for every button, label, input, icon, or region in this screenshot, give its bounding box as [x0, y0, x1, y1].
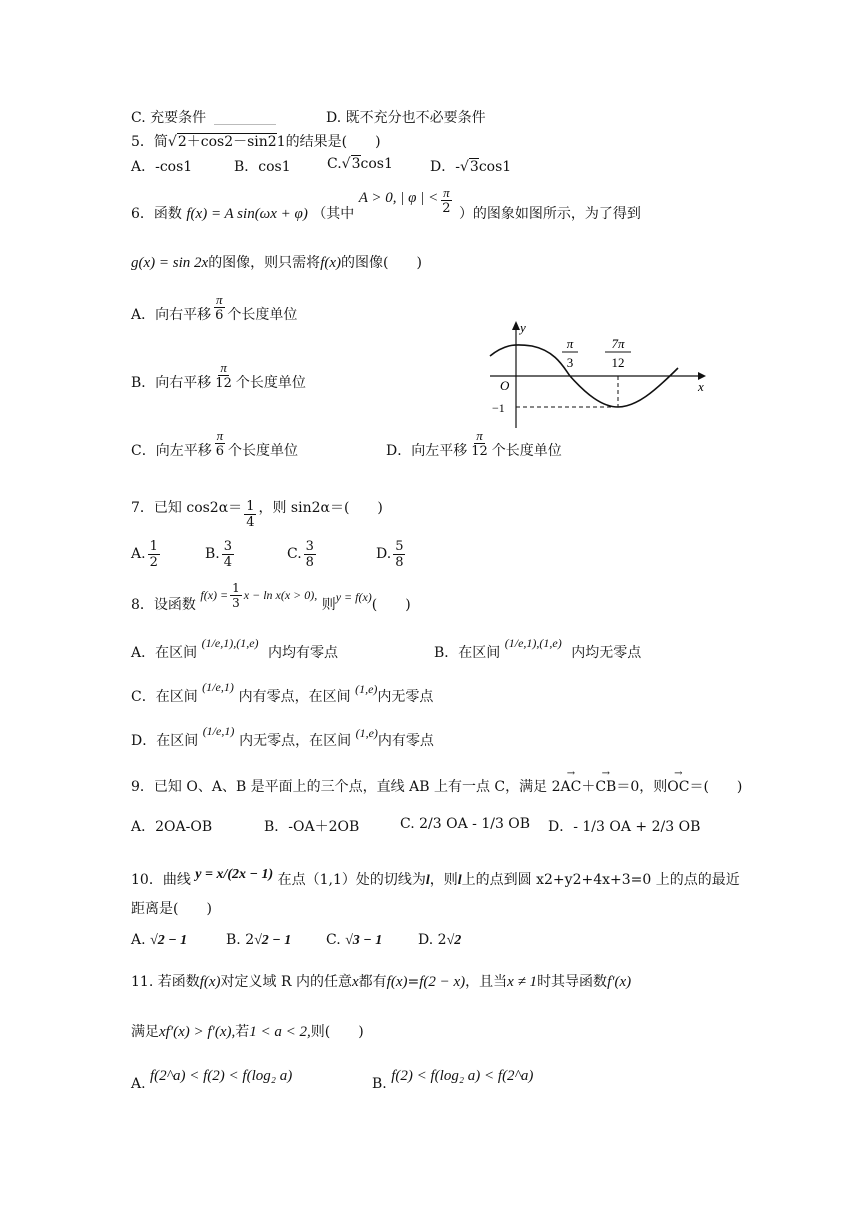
- q6-option-c: C．向左平移 $\frac{\pi}{6}$ 个长度单位: [131, 427, 298, 459]
- q11-stem: 11. 若函数f(x)对定义域 R 内的任意x都有f(x)=f(2 − x)，且当x ≠ 1时其导函数f′(x): [131, 974, 632, 990]
- interval: (1/e,1): [202, 724, 235, 738]
- q6-stem: 6．函数 f(x) = A sin(ωx + φ) （其中 A > 0, | φ | < $\frac{\pi}{2}$ ）的图象如图所示，为了得到: [131, 184, 641, 222]
- q9-option-b: B．-OA＋2OB: [264, 819, 360, 835]
- x-axis-label: x: [698, 379, 704, 394]
- tick-pi-3-den: 3: [566, 355, 574, 370]
- q6-option-d: D．向左平移 $\frac{\pi}{12}$ 个长度单位: [386, 427, 562, 459]
- q7-option-c: C. $\frac{3}{8}$: [287, 538, 314, 570]
- interval: (1,e): [355, 726, 378, 740]
- q10-stem: 10．曲线 y = x/(2x − 1) 在点（1,1）处的切线为l，则l上的点到圆 x2+y2+4x+3=0 上的点的最近: [131, 867, 740, 888]
- q5-option-b: B．cos1: [234, 159, 291, 175]
- q5-option-d: D．-√3cos1: [430, 159, 512, 175]
- q9-stem: 9．已知 O、A、B 是平面上的三个点，直线 AB 上有一点 C，满足 2→ AC＋→ CB＝0，则→ OC＝( ): [131, 776, 742, 796]
- q11-stem-line2: 满足xf′(x) > f′(x),若1 < a < 2,则( ): [131, 1024, 364, 1040]
- q9-option-d: D．- 1/3 OA + 2/3 OB: [548, 819, 701, 835]
- q6-option-b: B．向右平移 $\frac{\pi}{12}$ 个长度单位: [131, 359, 306, 391]
- q5-option-a: A．-cos1: [131, 159, 193, 175]
- interval: (1/e,1): [202, 680, 234, 694]
- tick-7pi-12-den: 12: [611, 355, 625, 370]
- q7-option-a: A. $\frac{1}{2}$: [131, 538, 158, 570]
- origin-label: O: [500, 378, 510, 393]
- q11-option-a: A. f(2^a) < f(2) < f(log₂ a): [131, 1068, 293, 1092]
- q7-stem: 7．已知 cos2α＝ $\frac{1}{4}$ ，则 sin2α＝( ): [131, 498, 383, 530]
- q11-option-b: B. f(2) < f(log₂ a) < f(2^a): [372, 1068, 534, 1092]
- q6-stem-line2: g(x) = sin 2x的图像，则只需将f(x)的图像( ): [131, 255, 422, 271]
- q6-option-a: A．向右平移 $\frac{\pi}{6}$ 个长度单位: [131, 291, 298, 323]
- q6-sine-graph: [486, 316, 708, 434]
- tick-7pi-12-num: 7π: [611, 336, 625, 351]
- y-axis-label: y: [520, 320, 526, 335]
- q10-option-b: B. 2√2 − 1: [226, 932, 292, 948]
- q10-option-c: C. √3 − 1: [326, 932, 383, 948]
- interval: (1/e,1),(1,e): [504, 636, 562, 650]
- q8-option-d: D．在区间 (1/e,1) 内无零点，在区间 (1,e)内有零点: [131, 724, 434, 758]
- tick-pi-3-num: π: [566, 336, 574, 351]
- divider: [214, 124, 276, 125]
- q8-stem: 8．设函数 f(x) = $\frac{1}{3}$ x − ln x(x > 0), 则y = f(x)( ): [131, 580, 411, 613]
- q4-option-d: D. 既不充分也不必要条件: [326, 110, 486, 126]
- q8-option-b: B．在区间 (1/e,1),(1,e) 内均无零点: [434, 636, 641, 670]
- q5-option-c: C.√3cos1: [327, 156, 393, 172]
- q5-stem: 5．简√2＋cos2－sin21的结果是( ): [131, 134, 381, 150]
- q8-option-c: C．在区间 (1/e,1) 内有零点，在区间 (1,e)内无零点: [131, 680, 433, 714]
- q4-option-c: C. 充要条件: [131, 110, 207, 126]
- q10-stem-line2: 距离是( ): [131, 901, 212, 917]
- interval: (1,e): [355, 682, 378, 696]
- q10-option-a: A. √2 − 1: [131, 932, 188, 948]
- q8-option-a: A．在区间 (1/e,1),(1,e) 内均有零点: [131, 636, 338, 670]
- minus-one-label: −1: [492, 401, 505, 415]
- q7-option-d: D. $\frac{5}{8}$: [376, 538, 404, 570]
- q10-option-d: D. 2√2: [418, 932, 462, 948]
- q7-option-b: B. $\frac{3}{4}$: [205, 538, 233, 570]
- q9-option-c: C. 2/3 OA - 1/3 OB: [400, 816, 531, 832]
- q9-option-a: A．2OA-OB: [131, 819, 213, 835]
- interval: (1/e,1),(1,e): [201, 636, 259, 650]
